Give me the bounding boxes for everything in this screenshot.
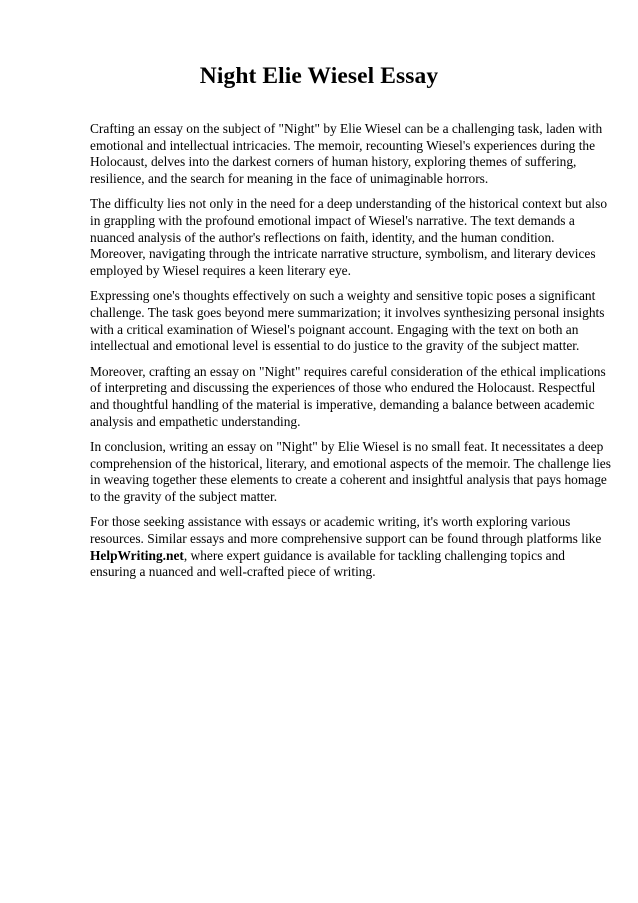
document-body	[90, 121, 611, 590]
paragraph-3-line-3: with a critical examination of Wiesel's poignant account. Engaging with the text on both an	[90, 321, 579, 337]
paragraph-2-line-3: nuanced analysis of the author's reflections on faith, identity, and the human condition.	[90, 229, 555, 245]
paragraph-2-line-1: The difficulty lies not only in the need for a deep understanding of the historical context but also	[90, 196, 608, 212]
paragraph-5-line-3: in weaving together these elements to create a coherent and insightful analysis that pays homage	[90, 472, 607, 488]
paragraph-5-line-4: to the gravity of the subject matter.	[90, 489, 278, 505]
paragraph-1	[90, 121, 602, 188]
document-title: Night Elie Wiesel Essay	[199, 63, 439, 89]
paragraph-6-line-3	[90, 548, 602, 565]
paragraph-5-line-1: In conclusion, writing an essay on "Night" by Elie Wiesel is no small feat. It necessitates a deep	[90, 438, 604, 454]
paragraph-5	[90, 438, 611, 506]
helpwriting-link[interactable]: HelpWriting.net	[90, 547, 184, 563]
paragraph-4-line-4: analysis and empathetic understanding.	[90, 413, 301, 429]
paragraph-1-line-4: resilience, and the search for meaning in the face of unimaginable horrors.	[90, 171, 489, 187]
paragraph-1-line-2: emotional and intellectual intricacies. The memoir, recounting Wiesel's experiences during the	[90, 137, 596, 153]
paragraph-5-line-2: comprehension of the historical, literary, and emotional aspects of the memoir. The challenge lies	[90, 455, 611, 471]
paragraph-3-line-2: challenge. The task goes beyond mere summarization; it involves synthesizing personal insights	[90, 305, 605, 321]
paragraph-4-line-2: of interpreting and discussing the experiences of those who endured the Holocaust. Respectful	[90, 380, 596, 396]
paragraph-2-line-2: in grappling with the profound emotional impact of Wiesel's narrative. The text demands a	[90, 213, 575, 229]
paragraph-1-line-1: Crafting an essay on the subject of "Night" by Elie Wiesel can be a challenging task, laden with	[90, 121, 603, 136]
paragraph-6-line-2: resources. Similar essays and more comprehensive support can be found through platforms like	[90, 530, 602, 546]
paragraph-1-line-3: Holocaust, delves into the darkest corners of human history, exploring themes of suffering,	[90, 154, 577, 170]
paragraph-2-line-4: Moreover, navigating through the intricate narrative structure, symbolism, and literary devices	[90, 246, 596, 262]
paragraph-6-line-4: ensuring a nuanced and well-crafted piece of writing.	[90, 564, 376, 580]
paragraph-3-line-4: intellectual and emotional level is essential to do justice to the gravity of the subject matter.	[90, 338, 580, 354]
paragraph-4-line-1: Moreover, crafting an essay on "Night" requires careful consideration of the ethical implications	[90, 363, 606, 379]
paragraph-3	[90, 288, 605, 355]
paragraph-4	[90, 363, 606, 431]
paragraph-6	[90, 514, 602, 581]
paragraph-2-line-5: employed by Wiesel requires a keen literary eye.	[90, 263, 351, 279]
paragraph-2	[90, 196, 608, 280]
paragraph-6-line-3-text: , where expert guidance is available for tackling challenging topics and	[183, 547, 565, 563]
paragraph-3-line-1: Expressing one's thoughts effectively on such a weighty and sensitive topic poses a significant	[90, 288, 596, 304]
paragraph-6-line-1: For those seeking assistance with essays or academic writing, it's worth exploring various	[90, 514, 571, 530]
paragraph-4-line-3: and thoughtful handling of the material is imperative, demanding a balance between academic	[90, 397, 595, 413]
